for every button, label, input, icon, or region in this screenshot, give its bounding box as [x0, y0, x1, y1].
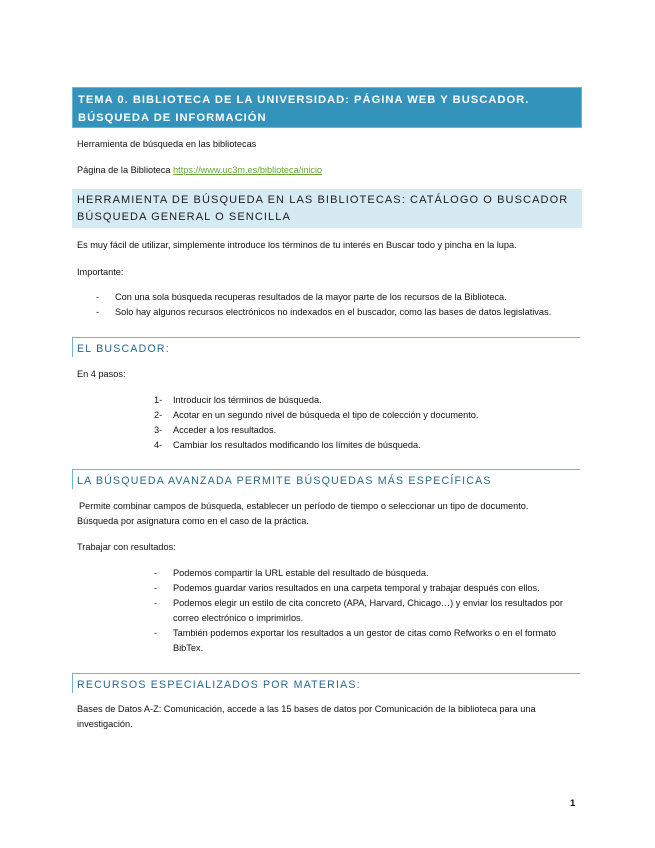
bullet-dash: - — [154, 583, 158, 593]
heading-busqueda-avanzada: LA BÚSQUEDA AVANZADA PERMITE BÚSQUEDAS MÁS ESPECÍFICAS — [72, 469, 580, 489]
step-number: 3- — [154, 425, 163, 435]
bullet-item: Con una sola búsqueda recuperas resultados de la mayor parte de los recursos de la Biblioteca. — [115, 292, 507, 302]
results-label: Trabajar con resultados: — [77, 542, 176, 552]
library-url-link[interactable]: https://www.uc3m.es/biblioteca/inicio — [173, 165, 323, 175]
step-number: 1- — [154, 395, 163, 405]
bullet-item: Podemos compartir la URL estable del resultado de búsqueda. — [173, 568, 429, 578]
heading-search-tool: HERRAMIENTA DE BÚSQUEDA EN LAS BIBLIOTECAS: CATÁLOGO O BUSCADOR BÚSQUEDA GENERAL O SENCILLA — [72, 189, 582, 228]
subtitle: Herramienta de búsqueda en las bibliotecas — [77, 139, 257, 149]
step-number: 2- — [154, 410, 163, 420]
bullet-item: También podemos exportar los resultados a un gestor de citas como Refworks o en el formato BibTex. — [173, 628, 557, 653]
heading-el-buscador: EL BUSCADOR: — [72, 337, 580, 357]
bullet-dash: - — [154, 598, 158, 608]
library-page-label: Página de la Biblioteca — [77, 165, 171, 175]
step-number: 4- — [154, 440, 163, 450]
page-number: 1 — [570, 798, 576, 809]
resources-paragraph: Bases de Datos A-Z: Comunicación, accede a las 15 bases de datos por Comunicación de la biblioteca para una investigación. — [77, 704, 536, 729]
library-page-line — [77, 163, 322, 178]
buscador-intro: En 4 pasos: — [77, 369, 126, 379]
heading-1: TEMA 0. BIBLIOTECA DE LA UNIVERSIDAD: PÁGINA WEB Y BUSCADOR. BÚSQUEDA DE INFORMACIÓN — [72, 87, 582, 128]
step-text: Acceder a los resultados. — [173, 425, 277, 435]
important-label: Importante: — [77, 267, 124, 277]
search-tool-intro: Es muy fácil de utilizar, simplemente introduce los términos de tu interés en Buscar todo y pincha en la lupa. — [77, 240, 517, 250]
bullet-dash: - — [154, 568, 158, 578]
bullet-dash: - — [154, 628, 158, 638]
heading-recursos-especializados: RECURSOS ESPECIALIZADOS POR MATERIAS: — [72, 673, 580, 693]
step-text: Introducir los términos de búsqueda. — [173, 395, 322, 405]
step-text: Acotar en un segundo nivel de búsqueda el tipo de colección y documento. — [173, 410, 479, 420]
advanced-paragraph-line2: Búsqueda por asignatura como en el caso de la práctica. — [77, 516, 309, 526]
bullet-item: Solo hay algunos recursos electrónicos no indexados en el buscador, como las bases de datos legislativas. — [115, 307, 552, 317]
bullet-item: Podemos elegir un estilo de cita concreto (APA, Harvard, Chicago…) y enviar los resultados por correo electrónico o imprimirlos. — [173, 598, 563, 623]
bullet-item: Podemos guardar varios resultados en una carpeta temporal y trabajar después con ellos. — [173, 583, 540, 593]
bullet-dash: - — [96, 307, 100, 317]
bullet-dash: - — [96, 292, 100, 302]
step-text: Cambiar los resultados modificando los límites de búsqueda. — [173, 440, 421, 450]
advanced-paragraph-line1: Permite combinar campos de búsqueda, establecer un período de tiempo o seleccionar un tipo de documento. — [79, 501, 529, 511]
